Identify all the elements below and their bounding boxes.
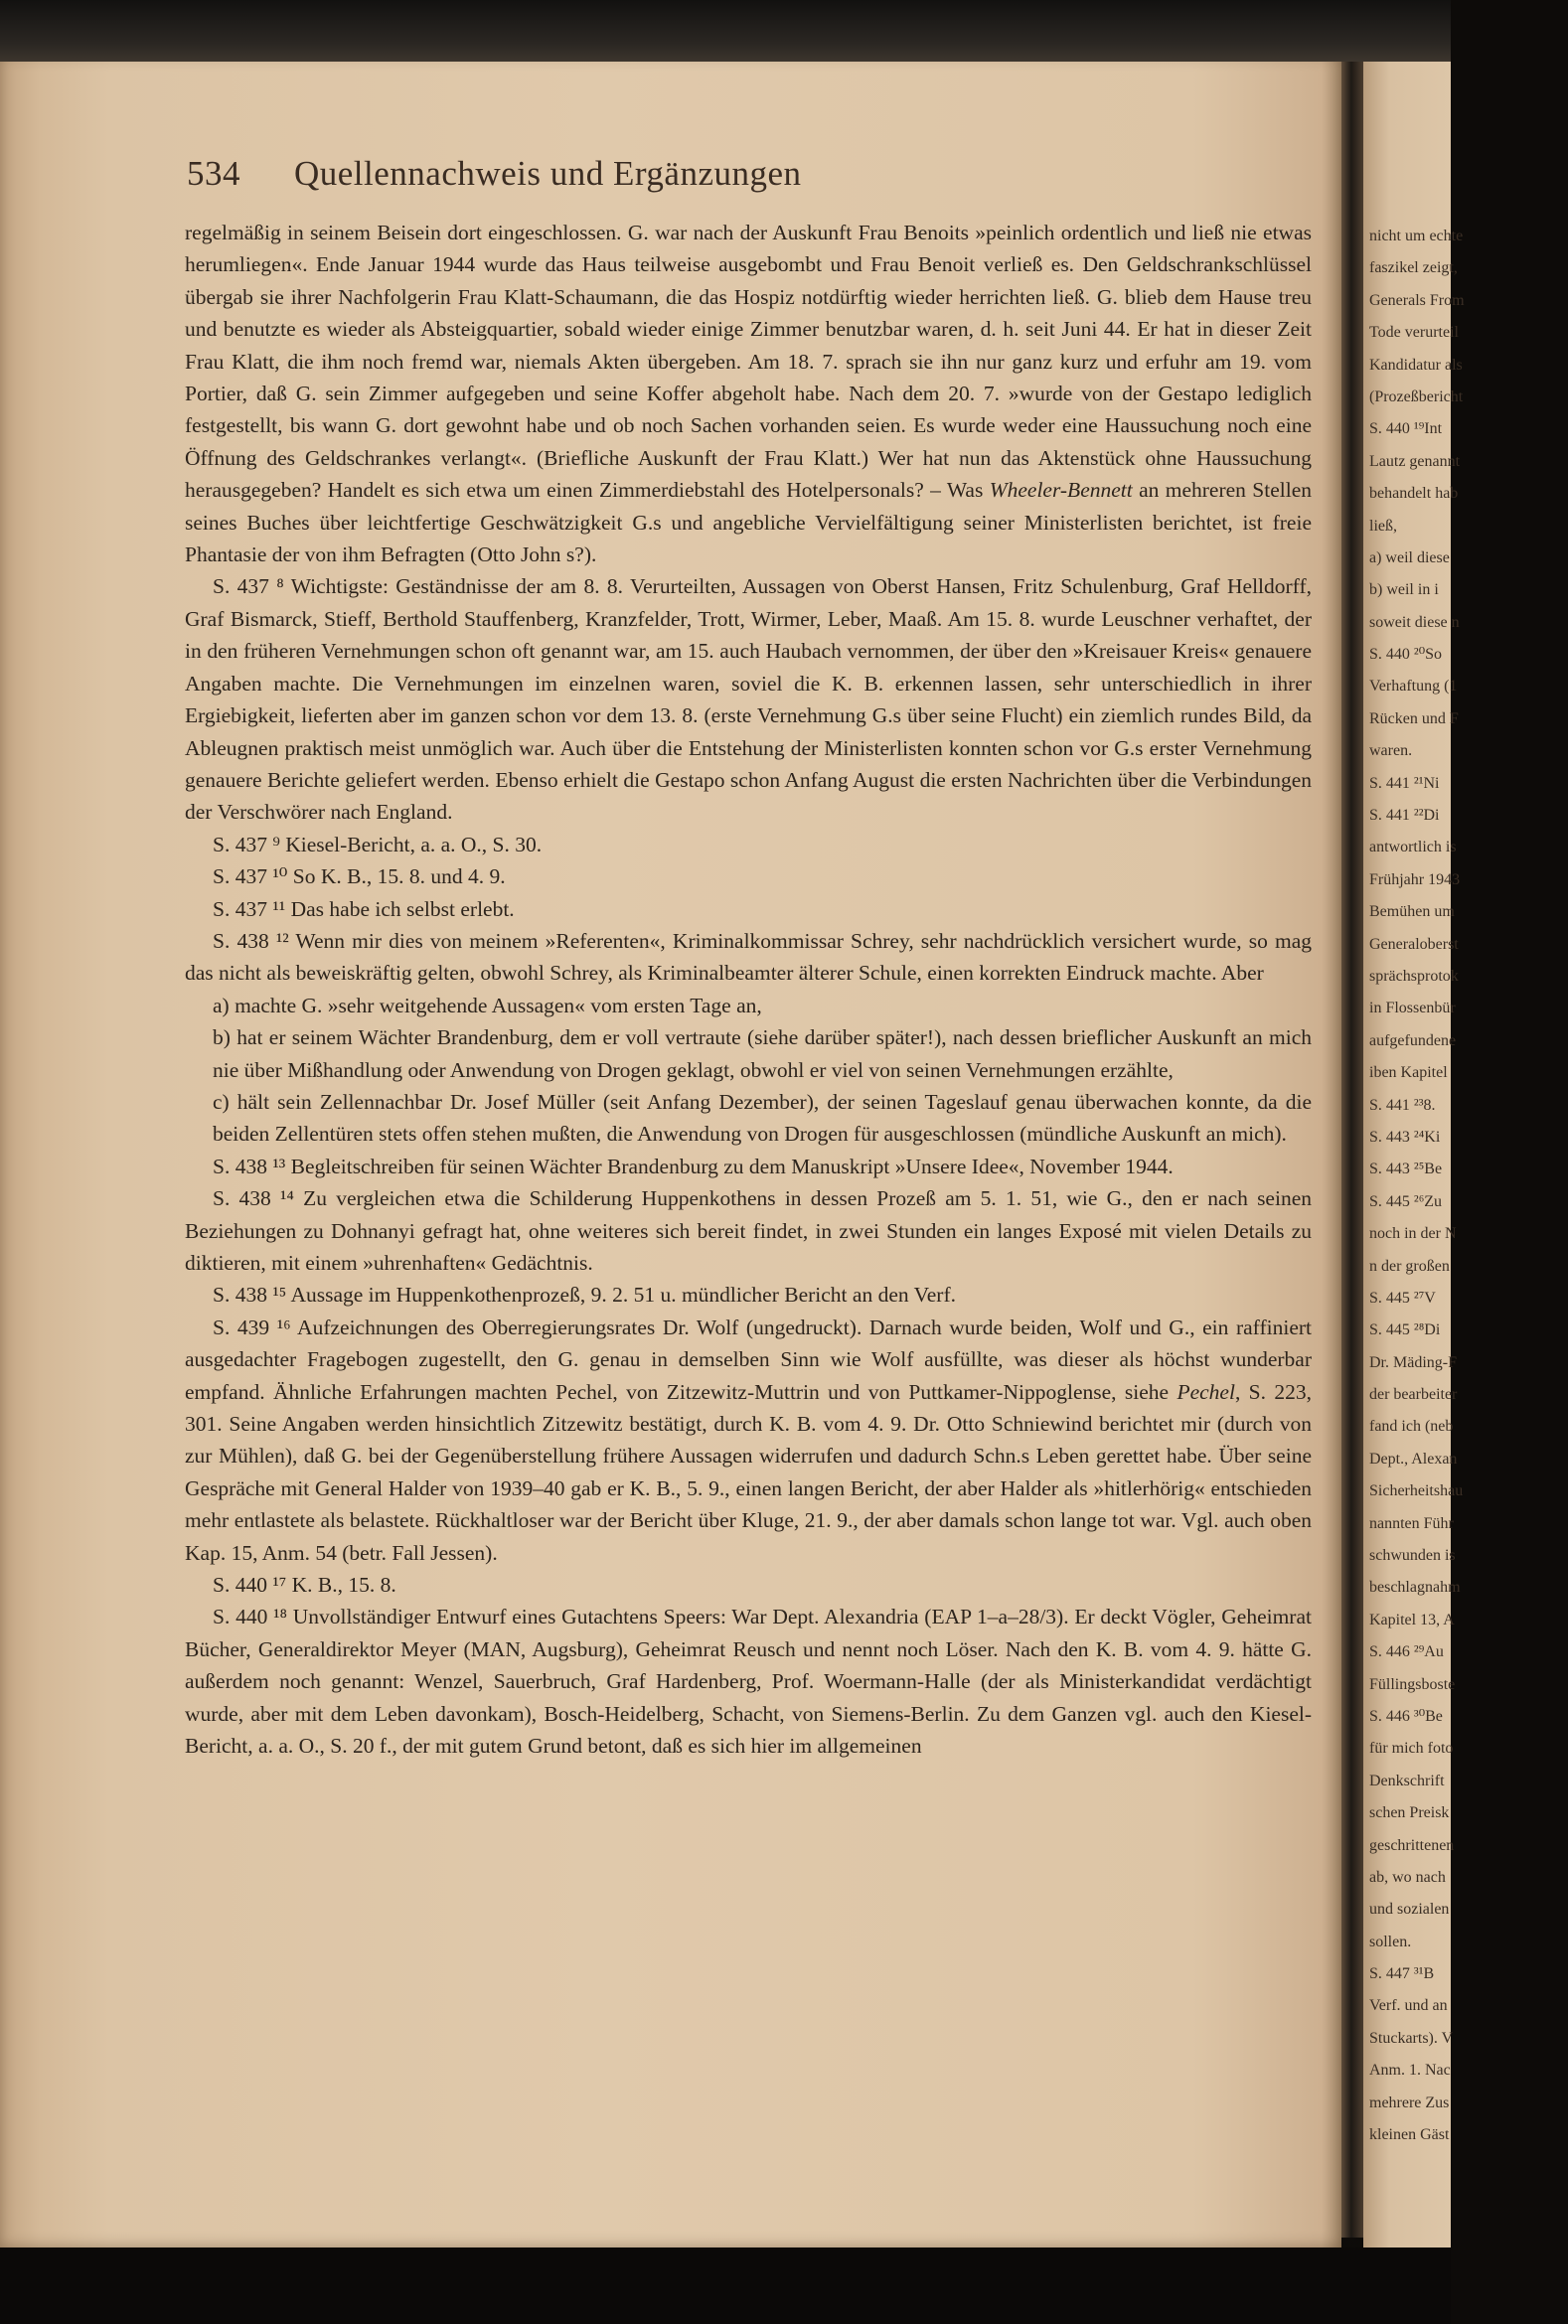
paragraph: regelmäßig in seinem Beisein dort eingeschlossen. G. war nach der Auskunft Frau Benoits »peinlich ordentlich und ließ nie etwas herumliegen«. Ende Januar 1944 wurde das Haus teilweise ausgebombt und Frau Benoit verließ es. Den Geldschrankschlüssel übergab sie ihrer Nachfolgerin Frau Klatt-Schaumann, die das Hospiz notdürftig wieder herrichten ließ. G. blieb dem Hause treu und benutzte es wieder als Absteigquartier, sobald wieder einige Zimmer benutzbar waren, d. h. seit Juni 44. Er hat in dieser Zeit Frau Klatt, die ihm noch fremd war, niemals Akten übergeben. Am 18. 7. sprach sie ihn nur ganz kurz und erfuhr am 19. vom Portier, daß G. sein Zimmer aufgegeben und seine Koffer abgeholt habe. Nach dem 20. 7. »wurde von der Gestapo lediglich festgestellt, bis wann G. dort gewohnt habe und ob noch Sachen vorhanden seien. Es wurde weder eine Haussuchung noch eine Öffnung des Geldschrankes verlangt«. (Briefliche Auskunft der Frau Klatt.) Wer hat nun das Aktenstück ohne Haussuchung herausgegeben? Handelt es sich etwa um einen Zimmerdiebstahl des Hotelpersonals? – Was Wheeler-Bennett an mehreren Stellen seines Buches über leichtfertige Geschwätzigkeit G.s und angebliche Vervielfältigung seiner Ministerlisten berichtet, ist freie Phantasie der von ihm Befragten (Otto John s?). (185, 221, 1312, 567)
top-dark-band (0, 0, 1451, 62)
facing-page-line: Generals From (1369, 291, 1465, 309)
note-437-9: S. 437 ⁹ Kiesel-Bericht, a. a. O., S. 30. (213, 832, 543, 856)
note-437-10: S. 437 ¹⁰ So K. B., 15. 8. und 4. 9. (213, 864, 506, 889)
note-437-11: S. 437 ¹¹ Das habe ich selbst erlebt. (213, 896, 515, 921)
list-item-b: b) hat er seinem Wächter Brandenburg, dem er voll vertraute (siehe darüber später!), nach dessen brieflicher Auskunft an mich nie über Mißhandlung oder Anwendung von Drogen geklagt, obwohl er viel von seinen Vernehmungen erzählte, (213, 1025, 1312, 1082)
facing-page-line: Rücken und F (1369, 709, 1459, 727)
facing-page-line: S. 447 ³¹B (1369, 1965, 1435, 1983)
facing-page-line: für mich foto (1369, 1740, 1454, 1758)
notes-body (185, 217, 1312, 1763)
bottom-dark-band (0, 2247, 1451, 2324)
facing-page-line: Stuckarts). V (1369, 2029, 1454, 2047)
facing-page-line: waren. (1369, 742, 1413, 760)
facing-page-line: S. 445 ²⁷V (1369, 1289, 1436, 1307)
facing-page-line: Kandidatur als (1369, 356, 1463, 374)
facing-page-line: geschrittenen (1369, 1836, 1455, 1854)
note-438-12: S. 438 ¹² Wenn mir dies von meinem »Referenten«, Kriminalkommissar Schrey, sehr nachdrücklich versichert wurde, so mag das nicht als beweiskräftig gelten, obwohl Schrey, als Kriminalbeamter älterer Schule, einen korrekten Eindruck machte. Aber (185, 928, 1312, 986)
note-440-18: S. 440 ¹⁸ Unvollständiger Entwurf eines Gutachtens Speers: War Dept. Alexandria (EAP 1–a–28/3). Er deckt Vögler, Geheimrat Bücher, Generaldirektor Meyer (MAN, Augsburg), Geheimrat Reusch und nennt noch Löser. Nach den K. B. vom 4. 9. hätte G. außerdem noch genannt: Wenzel, Sauerbruch, Graf Hardenberg, Prof. Woermann-Halle (der als Ministerkandidat verdächtigt wurde, aber mit dem Leben davonkam), Bosch-Heidelberg, Schacht, von Siemens-Berlin. Zu dem Ganzen vgl. auch den Kiesel-Bericht, a. a. O., S. 20 f., der mit gutem Grund betont, daß es sich hier im allgemeinen (185, 1605, 1312, 1759)
facing-page-line: nannten Führ (1369, 1514, 1454, 1532)
facing-page-line: Verhaftung (1 (1369, 678, 1458, 696)
facing-page-line: soweit diese n (1369, 613, 1460, 631)
facing-page-line: S. 446 ²⁹Au (1369, 1643, 1444, 1661)
facing-page-line: Füllingsboste (1369, 1675, 1456, 1693)
facing-page-text (1369, 221, 1568, 2151)
facing-page-line: schwunden is (1369, 1547, 1456, 1565)
facing-page-line: Sicherheitshau (1369, 1482, 1464, 1500)
facing-page-line: n der großen (1369, 1257, 1450, 1275)
facing-page-line: a) weil diese (1369, 548, 1450, 566)
facing-page-line: fand ich (neb (1369, 1418, 1454, 1436)
facing-page-line: antwortlich is (1369, 839, 1457, 856)
facing-page-line: Bemühen um (1369, 903, 1455, 921)
facing-page-line: S. 441 ²¹Ni (1369, 774, 1440, 792)
facing-page-line: beschlagnahm (1369, 1579, 1461, 1597)
facing-page-line: S. 443 ²⁵Be (1369, 1161, 1443, 1178)
facing-page-line: behandelt hab (1369, 485, 1459, 503)
list-item-a: a) machte G. »sehr weitgehende Aussagen« vom ersten Tage an, (213, 993, 762, 1017)
facing-page-line: Denkschrift (1369, 1772, 1445, 1789)
facing-page-line: kleinen Gäst (1369, 2126, 1450, 2144)
facing-page-line: S. 445 ²⁸Di (1369, 1321, 1441, 1339)
facing-page-line: S. 446 ³⁰Be (1369, 1707, 1443, 1725)
note-438-15: S. 438 ¹⁵ Aussage im Huppenkothenprozeß, 9. 2. 51 u. mündlicher Bericht an den Verf. (213, 1283, 956, 1308)
facing-page-line: ließ, (1369, 517, 1397, 535)
facing-page-line: Kapitel 13, A (1369, 1611, 1455, 1628)
facing-page-line: Lautz genannt (1369, 452, 1461, 470)
facing-page-line: b) weil in i (1369, 581, 1439, 599)
list-item-c: c) hält sein Zellennachbar Dr. Josef Müller (seit Anfang Dezember), der seinen Tageslauf genau überwachen konnte, da die beiden Zellentüren stets offen stehen mußten, die Anwendung von Drogen für ausgeschlossen (mündliche Auskunft an mich). (213, 1089, 1312, 1147)
facing-page-line: S. 443 ²⁴Ki (1369, 1128, 1441, 1146)
note-437-8: S. 437 ⁸ Wichtigste: Geständnisse der am 8. 8. Verurteilten, Aussagen von Oberst Hansen, Fritz Schulenburg, Graf Helldorff, Graf Bismarck, Stieff, Berthold Stauffenberg, Kranzfelder, Trott, Wirmer, Leber, Maaß. Am 15. 8. wurde Leuschner verhaftet, der in den früheren Vernehmungen schon oft genannt war, am 15. auch Haubach vernommen, der über den »Kreisauer Kreis« genauere Angaben machte. Die Vernehmungen im einzelnen waren, soviel die K. B. erkennen lassen, sehr unterschiedlich in ihrer Ergiebigkeit, lieferten aber im ganzen schon vor dem 13. 8. (erste Vernehmung G.s über seine Flucht) ein ziemlich rundes Bild, da Ableugnen praktisch meist unmöglich war. Auch über die Entstehung der Ministerlisten konnten schon vor G.s erster Vernehmung genauere Berichte geliefert werden. Ebenso erhielt die Gestapo schon Anfang August die ersten Nachrichten über die Verbindungen der Verschwörer nach England. (185, 574, 1312, 825)
facing-page-line: mehrere Zus (1369, 2093, 1450, 2111)
facing-page-line: Dept., Alexan (1369, 1450, 1458, 1468)
facing-page-line: Generaloberst (1369, 935, 1459, 953)
facing-page-line: S. 441 ²²Di (1369, 807, 1440, 825)
facing-page-line: S. 440 ¹⁹Int (1369, 420, 1443, 438)
facing-page-line: und sozialen (1369, 1901, 1450, 1919)
facing-page-line: Dr. Mäding-F (1369, 1353, 1457, 1371)
facing-page-line: ab, wo nach (1369, 1868, 1446, 1886)
facing-page-line: in Flossenbür (1369, 1000, 1456, 1017)
facing-page-line: Anm. 1. Nac (1369, 2062, 1451, 2080)
note-440-17: S. 440 ¹⁷ K. B., 15. 8. (213, 1573, 396, 1598)
facing-page-line: der bearbeiter (1369, 1386, 1458, 1404)
italic-author: Wheeler-Bennett (989, 478, 1133, 503)
running-header (187, 154, 802, 194)
facing-page-line: aufgefundene (1369, 1031, 1457, 1049)
facing-page-line: faszikel zeigt, (1369, 259, 1458, 277)
facing-page-line: Frühjahr 1943 (1369, 870, 1461, 888)
facing-page-line: S. 440 ²⁰So (1369, 646, 1443, 664)
facing-page-line: sprächsprotok (1369, 967, 1459, 985)
italic-pechel: Pechel (1176, 1379, 1235, 1404)
page-title: Quellennachweis und Ergänzungen (294, 154, 802, 193)
facing-page-line: Tode verurteil (1369, 324, 1459, 342)
note-439-16: S. 439 ¹⁶ Aufzeichnungen des Oberregierungsrates Dr. Wolf (ungedruckt). Darnach wurde beiden, Wolf und G., ein raffiniert ausgedachter Fragebogen zugestellt, den G. genau in demselben Sinn wie Wolf ausfüllte, was dieser als höchst wunderbar empfand. Ähnliche Erfahrungen machten Pechel, von Zitzewitz-Muttrin und von Puttkamer-Nippoglense, siehe Pechel, S. 223, 301. Seine Angaben werden hinsichtlich Zitzewitz bestätigt, durch K. B. vom 4. 9. Dr. Otto Schniewind berichtet mir (durch von zur Mühlen), daß G. bei der Gegenüberstellung frühere Aussagen widerrufen und dadurch Schn.s Leben gerettet habe. Über seine Gespräche mit General Halder von 1939–40 gab er K. B., 5. 9., einen langen Bericht, der aber Halder als »hitlerhörig« entschieden mehr entlastete als belastete. Rückhaltloser war der Bericht über Kluge, 21. 9., der aber damals schon lange tot war. Vgl. auch oben Kap. 15, Anm. 54 (betr. Fall Jessen). (185, 1315, 1312, 1565)
facing-page-line: noch in der N (1369, 1225, 1457, 1243)
book-gutter (1341, 62, 1363, 2238)
facing-page-line: nicht um echte (1369, 228, 1464, 244)
facing-page-line: S. 445 ²⁶Zu (1369, 1192, 1443, 1210)
facing-page-line: (Prozeßbericht (1369, 387, 1464, 405)
facing-page-line: S. 441 ²³8. (1369, 1096, 1436, 1114)
note-438-13: S. 438 ¹³ Begleitschreiben für seinen Wächter Brandenburg zu dem Manuskript »Unsere Idee«, November 1944. (213, 1154, 1174, 1178)
facing-page-line: iben Kapitel (1369, 1064, 1448, 1082)
note-438-14: S. 438 ¹⁴ Zu vergleichen etwa die Schilderung Huppenkothens in dessen Prozeß am 5. 1. 51, wie G., den er nach seinen Beziehungen zu Dohnanyi gefragt hat, ohne weiteres sich bereit findet, in zwei Stunden ein langes Exposé mit vielen Details zu diktieren, mit einem »uhrenhaften« Gedächtnis. (185, 1186, 1312, 1275)
facing-page-line: Verf. und an (1369, 1997, 1448, 2015)
page-number: 534 (187, 154, 240, 193)
facing-page-line: schen Preisk (1369, 1804, 1450, 1822)
facing-page-fragment (1363, 62, 1465, 2252)
facing-page-line: sollen. (1369, 1933, 1412, 1950)
